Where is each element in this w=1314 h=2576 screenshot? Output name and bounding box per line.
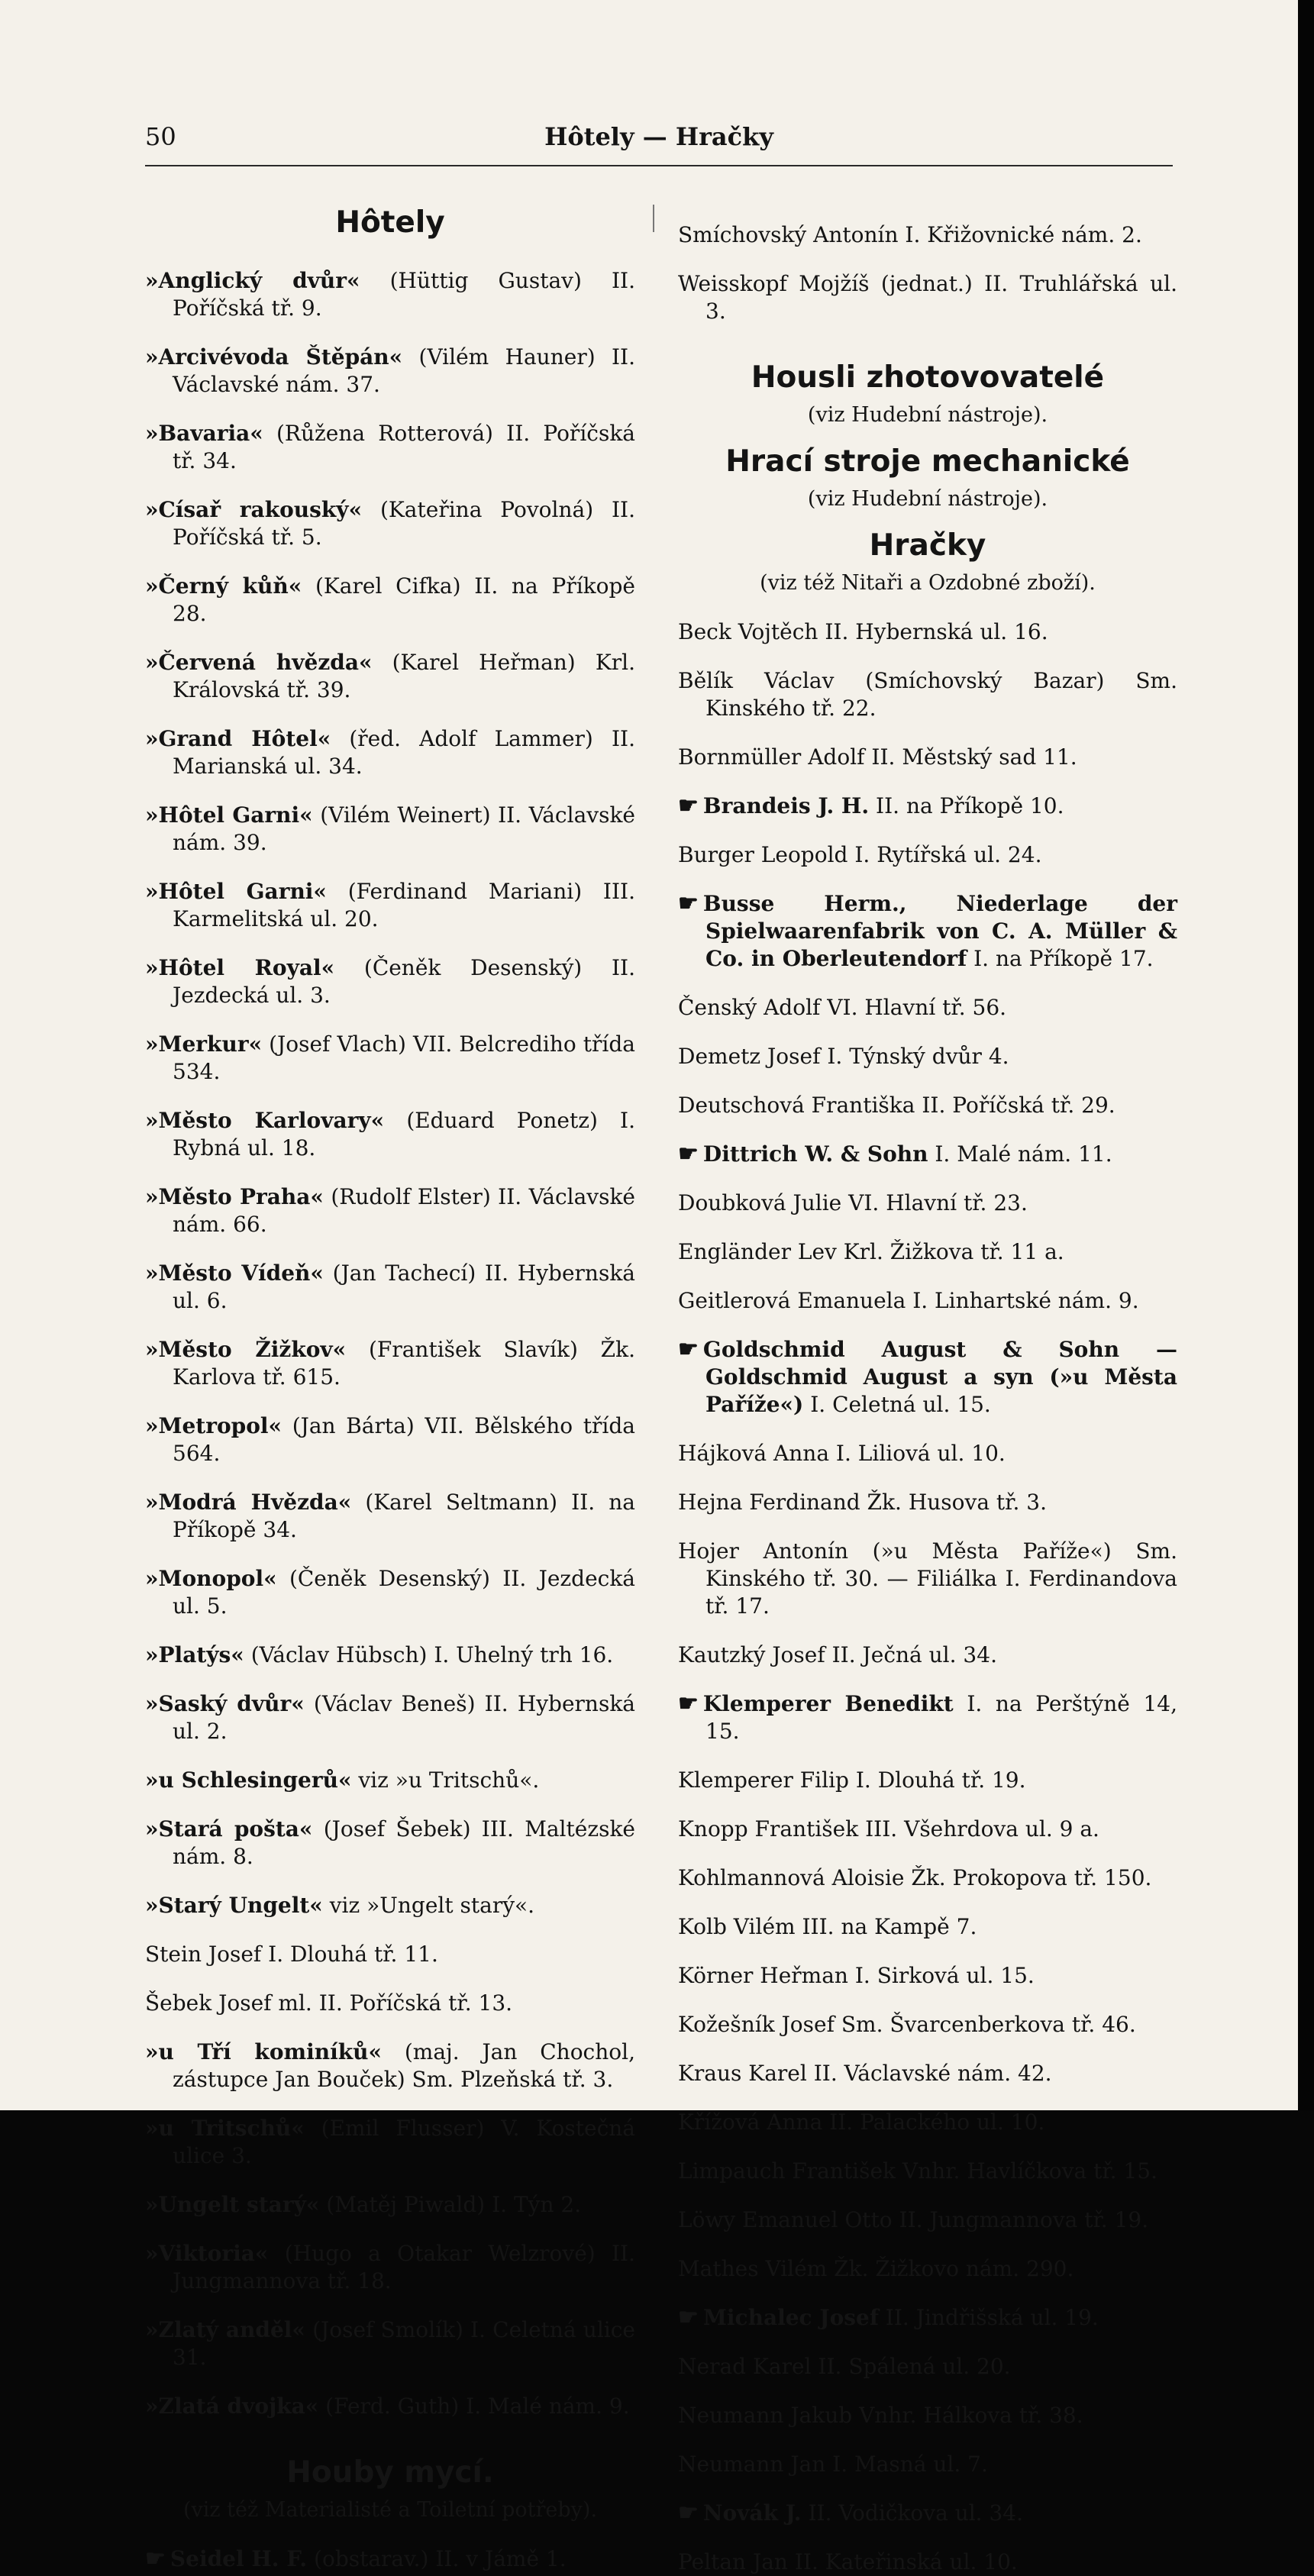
entry-text: (Vilém Hauner) II. Václavské nám. 37. bbox=[173, 344, 635, 397]
directory-entry bbox=[145, 1565, 635, 1620]
entry-text: (Čeněk Desenský) II. Jezdecká ul. 5. bbox=[173, 1566, 635, 1619]
directory-entry bbox=[145, 2191, 635, 2219]
entry-text: (Rudolf Elster) II. Václavské nám. 66. bbox=[173, 1184, 635, 1237]
entry-name: »Bavaria« bbox=[145, 421, 263, 446]
entry-text: viz »Ungelt starý«. bbox=[329, 1893, 535, 1918]
directory-entry bbox=[678, 994, 1177, 1022]
entry-name: »Město Karlovary« bbox=[145, 1108, 385, 1133]
entry-text: (Čeněk Desenský) II. Jezdecká ul. 3. bbox=[173, 955, 635, 1008]
directory-entry bbox=[678, 792, 1177, 820]
directory-entry bbox=[145, 1031, 635, 1086]
directory-entry bbox=[145, 420, 635, 475]
directory-entry bbox=[145, 1892, 635, 1919]
entry-name: »Město Vídeň« bbox=[145, 1261, 324, 1286]
entry-name: Michalec Josef bbox=[702, 2305, 879, 2330]
pointing-hand-icon: ☛ bbox=[678, 890, 699, 917]
directory-entry bbox=[145, 2545, 635, 2573]
section-title: Housli zhotovovatelé bbox=[751, 360, 1105, 395]
entry-name: »Město Žižkov« bbox=[145, 1337, 347, 1362]
entry-name: »Merkur« bbox=[145, 1031, 263, 1057]
entry-text: (Karel Cifka) II. na Příkopě 28. bbox=[173, 573, 636, 626]
directory-entry bbox=[678, 1190, 1177, 1217]
entry-text: I. na Příkopě 17. bbox=[973, 946, 1154, 971]
directory-entry bbox=[678, 1690, 1177, 1745]
directory-entry bbox=[678, 1141, 1177, 1168]
entry-name: »Modrá Hvězda« bbox=[145, 1490, 352, 1515]
section-note: (viz též Materialisté a Toiletní potřeby). bbox=[182, 2498, 598, 2522]
directory-entry bbox=[145, 1260, 635, 1315]
directory-entry bbox=[145, 1489, 635, 1544]
directory-entry bbox=[145, 1641, 635, 1669]
section-spacer bbox=[145, 2420, 635, 2449]
entry-text: (obstarav.) II. v Jámě 1. bbox=[314, 2546, 567, 2571]
entry-text: I. na Perštýně 14, 15. bbox=[705, 1691, 1177, 1744]
entry-text: II. Vodičkova ul. 34. bbox=[808, 2500, 1024, 2526]
entry-text: (maj. Jan Chochol, zástupce Jan Bouček) Sm. Plzeňská tř. 3. bbox=[173, 2039, 635, 2092]
entry-text: Knopp František III. Všehrdova ul. 9 a. bbox=[678, 1816, 1099, 1842]
directory-entry bbox=[145, 1412, 635, 1467]
directory-entry bbox=[145, 1941, 635, 1968]
entry-text: Kožešník Josef Sm. Švarcenberkova tř. 46. bbox=[678, 2012, 1136, 2037]
entry-name: »Zlatá dvojka« bbox=[145, 2394, 319, 2419]
directory-entry bbox=[145, 649, 635, 704]
entry-text: (František Slavík) Žk. Karlova tř. 615. bbox=[173, 1337, 635, 1390]
directory-entry bbox=[145, 2316, 635, 2371]
entry-name: Seidel H. F. bbox=[169, 2546, 308, 2571]
section-note: (viz též Nitaři a Ozdobné zboží). bbox=[760, 571, 1096, 595]
entry-text: (Jan Tachecí) II. Hybernská ul. 6. bbox=[173, 1261, 635, 1313]
directory-entry bbox=[678, 890, 1177, 973]
entry-text: Burger Leopold I. Rytířská ul. 24. bbox=[678, 842, 1042, 867]
entry-text: Hejna Ferdinand Žk. Husova tř. 3. bbox=[678, 1490, 1047, 1515]
entry-name: Dittrich W. & Sohn bbox=[702, 1141, 928, 1167]
entry-name: Novák J. bbox=[702, 2500, 802, 2526]
directory-entry bbox=[678, 1336, 1177, 1419]
left-column bbox=[145, 200, 635, 2573]
directory-entry bbox=[678, 2549, 1177, 2576]
entry-text: Kautzký Josef II. Ječná ul. 34. bbox=[678, 1642, 997, 1667]
directory-entry bbox=[145, 802, 635, 857]
directory-entry bbox=[678, 2206, 1177, 2234]
entry-text: Beck Vojtěch II. Hybernská ul. 16. bbox=[678, 619, 1048, 644]
entry-text: (Ferd. Guth) I. Malé nám. 9. bbox=[325, 2394, 630, 2419]
entry-text: (Ferdinand Mariani) III. Karmelitská ul. 20. bbox=[173, 879, 635, 931]
directory-entry bbox=[678, 2060, 1177, 2087]
running-header bbox=[145, 122, 1173, 165]
directory-entry bbox=[678, 1962, 1177, 1990]
directory-entry bbox=[678, 2500, 1177, 2527]
directory-entry bbox=[678, 1238, 1177, 1266]
directory-entry bbox=[678, 841, 1177, 869]
section-title: Hôtely bbox=[335, 205, 445, 240]
entry-text: Smíchovský Antonín I. Křižovnické nám. 2. bbox=[678, 222, 1142, 247]
directory-entry bbox=[678, 1287, 1177, 1315]
directory-entry bbox=[145, 725, 635, 780]
entry-text: Křížová Anna II. Palackého ul. 10. bbox=[678, 2110, 1045, 2135]
entry-name: »Metropol« bbox=[145, 1413, 282, 1438]
entry-name: »Grand Hôtel« bbox=[145, 726, 331, 751]
pointing-hand-icon: ☛ bbox=[678, 2304, 699, 2331]
entry-text: (Hüttig Gustav) II. Poříčská tř. 9. bbox=[173, 268, 635, 321]
pointing-hand-icon: ☛ bbox=[678, 1141, 699, 1167]
entry-text: (Josef Smolík) I. Celetná ulice 31. bbox=[173, 2317, 635, 2370]
section-note: (viz Hudební nástroje). bbox=[807, 403, 1048, 427]
entry-name: »Císař rakouský« bbox=[145, 497, 363, 522]
hotels-list bbox=[145, 267, 635, 2420]
directory-entry bbox=[145, 2039, 635, 2093]
directory-entry bbox=[678, 2109, 1177, 2136]
entry-text: II. na Příkopě 10. bbox=[876, 793, 1064, 818]
entry-text: I. Celetná ul. 15. bbox=[810, 1392, 991, 1417]
entry-text: Peltan Jan II. Kateřinská ul. 10. bbox=[678, 2549, 1018, 2574]
entry-name: »Ungelt starý« bbox=[145, 2192, 320, 2217]
pointing-hand-icon: ☛ bbox=[678, 2500, 699, 2526]
entry-name: »Město Praha« bbox=[145, 1184, 324, 1209]
directory-entry bbox=[145, 878, 635, 933]
entry-name: »Hôtel Royal« bbox=[145, 955, 335, 980]
entry-text: Bělík Václav (Smíchovský Bazar) Sm. Kinského tř. 22. bbox=[678, 668, 1177, 721]
entry-text: (Karel Seltmann) II. na Příkopě 34. bbox=[173, 1490, 635, 1542]
entry-text: (Kateřina Povolná) II. Poříčská tř. 5. bbox=[173, 497, 636, 550]
directory-entry bbox=[145, 267, 635, 322]
directory-entry bbox=[145, 1990, 635, 2017]
directory-entry bbox=[145, 1816, 635, 1871]
entry-name: »Anglický dvůr« bbox=[145, 268, 360, 293]
entry-text: Stein Josef I. Dlouhá tř. 11. bbox=[145, 1942, 438, 1967]
directory-entry bbox=[678, 744, 1177, 771]
directory-entry bbox=[678, 1767, 1177, 1794]
entry-text: Bornmüller Adolf II. Městský sad 11. bbox=[678, 744, 1077, 770]
pointing-hand-icon: ☛ bbox=[678, 1690, 699, 1717]
section-title: Hračky bbox=[869, 528, 986, 563]
entry-text: Limpauch František Vnhr. Havlíčkova tř. 15. bbox=[678, 2158, 1157, 2184]
directory-entry bbox=[145, 1183, 635, 1238]
directory-entry bbox=[678, 1043, 1177, 1070]
pointing-hand-icon: ☛ bbox=[678, 792, 699, 819]
directory-entry bbox=[678, 618, 1177, 646]
directory-entry bbox=[678, 2011, 1177, 2039]
entry-text: Geitlerová Emanuela I. Linhartské nám. 9. bbox=[678, 1288, 1139, 1313]
directory-entry bbox=[678, 2255, 1177, 2283]
entry-text: (řed. Adolf Lammer) II. Marianská ul. 34. bbox=[173, 726, 635, 779]
right-column bbox=[678, 200, 1177, 2576]
column-divider bbox=[653, 205, 654, 232]
pointing-hand-icon: ☛ bbox=[678, 1336, 699, 1363]
entry-text: (Růžena Rotterová) II. Poříčská tř. 34. bbox=[173, 421, 635, 473]
entry-text: Weisskopf Mojžíš (jednat.) II. Truhlářská ul. 3. bbox=[678, 271, 1177, 324]
directory-entry bbox=[678, 2353, 1177, 2381]
directory-entry bbox=[678, 2451, 1177, 2478]
entry-text: Neumann Jan I. Masná ul. 7. bbox=[678, 2452, 988, 2477]
entry-name: »u Tří kominíků« bbox=[145, 2039, 383, 2064]
entry-text: (Jan Bárta) VII. Bělského třída 564. bbox=[173, 1413, 635, 1466]
toys-list bbox=[678, 618, 1177, 2576]
entry-text: (Václav Hübsch) I. Uhelný trh 16. bbox=[250, 1642, 614, 1667]
directory-entry bbox=[678, 1641, 1177, 1669]
page-edge bbox=[1298, 0, 1314, 2110]
entry-name: »Viktoria« bbox=[145, 2241, 269, 2266]
directory-entry bbox=[678, 2158, 1177, 2185]
entry-text: Klemperer Filip I. Dlouhá tř. 19. bbox=[678, 1767, 1026, 1793]
directory-entry bbox=[145, 344, 635, 399]
pointing-hand-icon: ☛ bbox=[145, 2545, 166, 2572]
entry-name: »Hôtel Garni« bbox=[145, 879, 327, 904]
entry-name: »Monopol« bbox=[145, 1566, 277, 1591]
directory-entry bbox=[678, 270, 1177, 325]
entry-text: Doubková Julie VI. Hlavní tř. 23. bbox=[678, 1190, 1028, 1215]
section-title: Houby mycí. bbox=[286, 2455, 494, 2490]
entry-name: Klemperer Benedikt bbox=[702, 1691, 954, 1716]
entry-text: Löwy Emanuel Otto II. Jungmannova tř. 19. bbox=[678, 2207, 1149, 2232]
entry-text: Nerad Karel II. Spálená ul. 20. bbox=[678, 2354, 1011, 2379]
entry-text: (Hugo a Otakar Welzrové) II. Jungmannova tř. 18. bbox=[173, 2241, 636, 2294]
directory-entry bbox=[678, 1092, 1177, 1119]
entry-text: (Josef Vlach) VII. Belcrediho třída 534. bbox=[173, 1031, 635, 1084]
entry-name: »Hôtel Garni« bbox=[145, 802, 313, 828]
section-note: (viz Hudební nástroje). bbox=[807, 487, 1048, 511]
directory-entry bbox=[678, 221, 1177, 249]
directory-entry bbox=[678, 1538, 1177, 1620]
entry-text: Čenský Adolf VI. Hlavní tř. 56. bbox=[678, 995, 1007, 1020]
directory-entry bbox=[678, 1816, 1177, 1843]
entry-name: Brandeis J. H. bbox=[702, 793, 870, 818]
directory-entry bbox=[145, 1107, 635, 1162]
directory-entry bbox=[145, 2240, 635, 2295]
continued-list bbox=[678, 221, 1177, 325]
entry-name: »Stará pošta« bbox=[145, 1816, 313, 1842]
directory-entry bbox=[678, 2402, 1177, 2429]
entry-text: Mathes Vilém Žk. Žižkovo nám. 290. bbox=[678, 2256, 1074, 2281]
entry-name: »Starý Ungelt« bbox=[145, 1893, 323, 1918]
page-number: 50 bbox=[145, 122, 176, 151]
directory-entry bbox=[678, 2304, 1177, 2332]
sponges-list bbox=[145, 2545, 635, 2573]
entry-text: I. Malé nám. 11. bbox=[935, 1141, 1112, 1167]
entry-name: »Saský dvůr« bbox=[145, 1691, 305, 1716]
entry-name: Busse Herm., Niederlage der Spielwaarenfabrik von C. A. Müller & Co. in Oberleutendorf bbox=[702, 891, 1177, 971]
directory-entry bbox=[678, 1864, 1177, 1892]
entry-text: Engländer Lev Krl. Žižkova tř. 11 a. bbox=[678, 1239, 1064, 1264]
running-title: Hôtely — Hračky bbox=[544, 122, 773, 151]
section-spacer bbox=[678, 325, 1177, 354]
entry-text: II. Jindřišská ul. 19. bbox=[885, 2305, 1099, 2330]
entry-text: (Josef Šebek) III. Maltézské nám. 8. bbox=[173, 1816, 635, 1869]
entry-text: Neumann Jakub Vnhr. Hálkova tř. 38. bbox=[678, 2403, 1083, 2428]
entry-text: (Emil Flusser) V. Kostečná ulice 3. bbox=[173, 2116, 635, 2168]
directory-entry bbox=[145, 573, 635, 628]
entry-text: Hájková Anna I. Liliová ul. 10. bbox=[678, 1441, 1006, 1466]
directory-entry bbox=[678, 1913, 1177, 1941]
entry-text: Körner Heřman I. Sirková ul. 15. bbox=[678, 1963, 1035, 1988]
directory-entry bbox=[145, 1336, 635, 1391]
directory-entry bbox=[678, 1489, 1177, 1516]
entry-text: Hojer Antonín (»u Města Paříže«) Sm. Kinského tř. 30. — Filiálka I. Ferdinandova tř. 17. bbox=[678, 1538, 1177, 1619]
entry-text: (Karel Heřman) Krl. Královská tř. 39. bbox=[173, 650, 636, 702]
entry-text: (Václav Beneš) II. Hybernská ul. 2. bbox=[173, 1691, 635, 1744]
entry-text: Demetz Josef I. Týnský dvůr 4. bbox=[678, 1044, 1009, 1069]
entry-name: »Červená hvězda« bbox=[145, 650, 373, 675]
entry-name: »Platýs« bbox=[145, 1642, 244, 1667]
entry-text: Kraus Karel II. Václavské nám. 42. bbox=[678, 2061, 1052, 2086]
entry-name: »u Schlesingerů« bbox=[145, 1767, 352, 1793]
directory-entry bbox=[145, 496, 635, 551]
entry-name: »u Tritschů« bbox=[145, 2116, 305, 2141]
entry-text: Kolb Vilém III. na Kampě 7. bbox=[678, 1914, 977, 1939]
directory-entry bbox=[145, 1690, 635, 1745]
entry-text: viz »u Tritschů«. bbox=[358, 1767, 540, 1793]
directory-entry bbox=[678, 1440, 1177, 1467]
entry-name: »Arcivévoda Štěpán« bbox=[145, 344, 403, 370]
entry-name: »Černý kůň« bbox=[145, 573, 302, 599]
directory-entry bbox=[678, 667, 1177, 722]
directory-entry bbox=[145, 2393, 635, 2420]
directory-entry bbox=[145, 1767, 635, 1794]
entry-text: Šebek Josef ml. II. Poříčská tř. 13. bbox=[145, 1990, 513, 2016]
entry-text: (Matěj Piwald) I. Týn 2. bbox=[326, 2192, 582, 2217]
directory-entry bbox=[145, 2115, 635, 2170]
section-title: Hrací stroje mechanické bbox=[725, 444, 1130, 479]
entry-text: (Vilém Weinert) II. Václavské nám. 39. bbox=[173, 802, 635, 855]
entry-text: Kohlmannová Aloisie Žk. Prokopova tř. 150. bbox=[678, 1865, 1152, 1890]
header-rule bbox=[145, 165, 1173, 166]
directory-entry bbox=[145, 954, 635, 1009]
entry-text: Deutschová Františka II. Poříčská tř. 29. bbox=[678, 1093, 1115, 1118]
entry-name: »Zlatý anděl« bbox=[145, 2317, 305, 2342]
entry-text: (Eduard Ponetz) I. Rybná ul. 18. bbox=[173, 1108, 635, 1160]
entry-name: Goldschmid August & Sohn — Goldschmid August a syn (»u Města Paříže«) bbox=[702, 1337, 1177, 1417]
